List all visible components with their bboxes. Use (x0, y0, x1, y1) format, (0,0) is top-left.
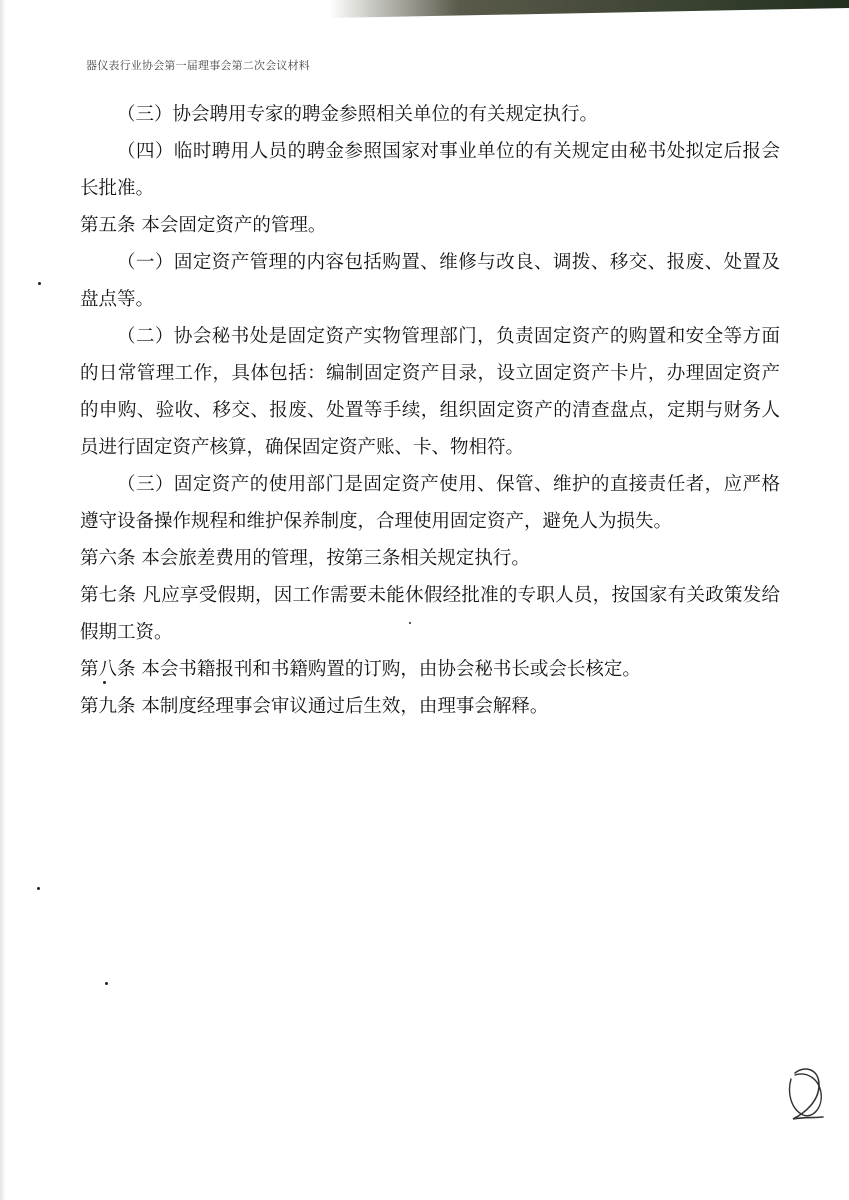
paragraph-article-7: 第七条 凡应享受假期，因工作需要未能休假经批准的专职人员，按国家有关政策发给假期工资。 (80, 585, 780, 643)
paragraph-clause-3-expert-fees: （三）协会聘用专家的聘金参照相关单位的有关规定执行。 (117, 104, 599, 125)
scan-speck (37, 887, 40, 890)
paragraph-article-9: 第九条 本制度经理事会审议通过后生效，由理事会解释。 (80, 696, 549, 717)
paragraph-clause-4-temp-staff-fees: （四）临时聘用人员的聘金参照国家对事业单位的有关规定由秘书处拟定后报会长批准。 (80, 141, 780, 199)
paragraph-article-8: 第八条 本会书籍报刊和书籍购置的订购，由协会秘书长或会长核定。 (80, 659, 641, 680)
paragraph-clause-1-fixed-assets: （一）固定资产管理的内容包括购置、维修与改良、调拨、移交、报废、处置及盘点等。 (80, 252, 780, 310)
scan-speck (103, 681, 106, 684)
scan-speck (38, 282, 41, 285)
scan-corner-shadow (329, 0, 849, 18)
scan-left-edge (0, 0, 6, 1200)
scan-speck (105, 982, 108, 985)
paragraph-clause-3-user-department: （三）固定资产的使用部门是固定资产使用、保管、维护的直接责任者，应严格遵守设备操作规程和维护保养制度，合理使用固定资产，避免人为损失。 (80, 474, 780, 532)
handwritten-page-number-icon (781, 1063, 829, 1125)
paragraph-article-5: 第五条 本会固定资产的管理。 (80, 215, 327, 236)
paragraph-clause-2-secretariat: （二）协会秘书处是固定资产实物管理部门，负责固定资产的购置和安全等方面的日常管理工作，具体包括：编制固定资产目录，设立固定资产卡片，办理固定资产的申购、验收、移交、报废、处置等手续，组织固定资产的清查盘点，定期与财务人员进行固定资产核算，确保固定资产账、卡、物相符。 (80, 326, 780, 458)
paragraph-article-6: 第六条 本会旅差费用的管理，按第三条相关规定执行。 (80, 548, 530, 569)
document-header: 器仪表行业协会第一届理事会第二次会议材料 (86, 59, 310, 72)
scan-speck (409, 622, 411, 624)
document-body (80, 96, 780, 725)
